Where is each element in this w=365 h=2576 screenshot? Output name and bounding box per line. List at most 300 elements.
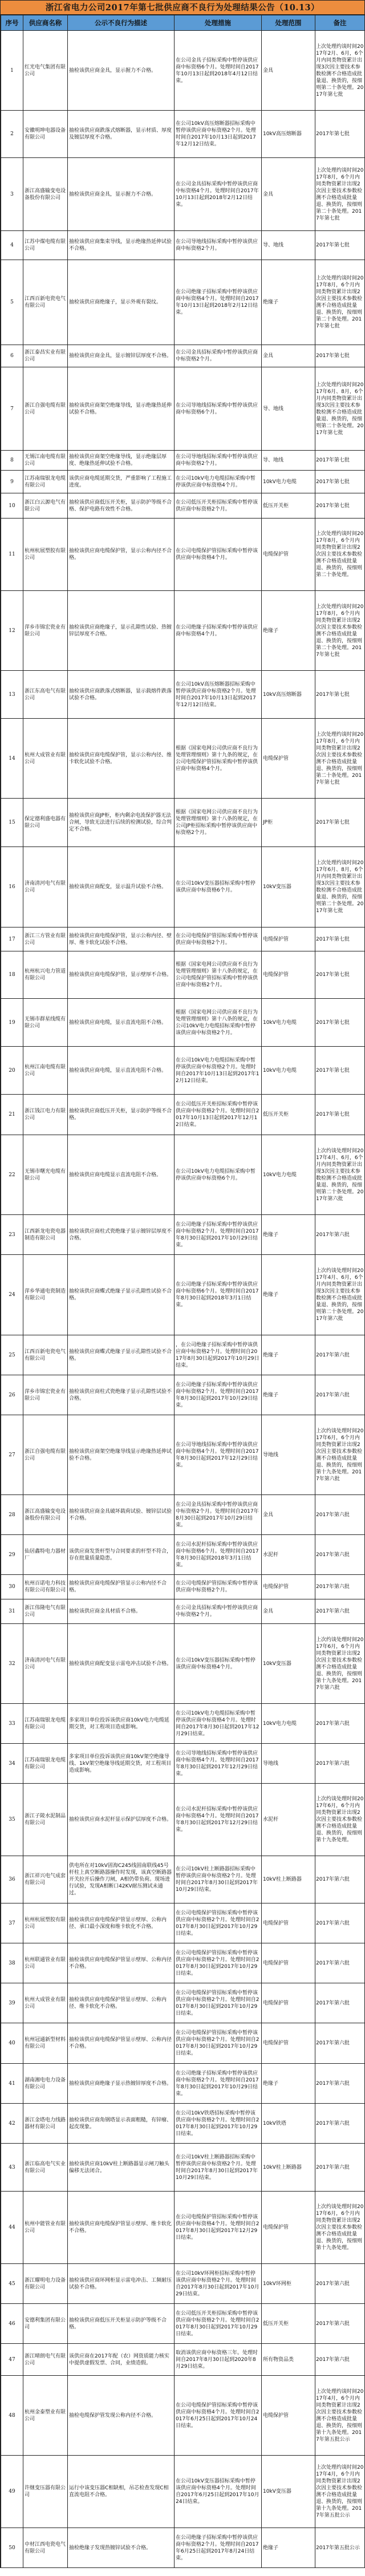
penalty-measure: 在公司金具招标采购中暂停该供应商中标资格2个月。 (175, 1599, 262, 1624)
remark: 上次处理约谈时间2017年8月，6个月内同类物资累计出现2次因主要技术参数检测不合格造成批量退、换货的，按细则第二十条处理。2017年第七批 (315, 158, 365, 231)
table-row (1, 1903, 365, 1943)
row-number: 34 (1, 1744, 23, 1784)
supplier-name: 浙江东高电气有限公司 (23, 671, 68, 719)
table-row (1, 1744, 365, 1784)
table-row (1, 2376, 365, 2456)
penalty-measure: ，在公司绝缘子招标采购中暂停该供应商中标资格2个月。处理时间自2017年8月30日起到2017年10月29日结束。 (175, 1335, 262, 1375)
table-row (1, 345, 365, 367)
column-header-no: 序号 (1, 15, 23, 31)
supplier-name: 萍乡市锦宏瓷业有限公司 (23, 1375, 68, 1415)
supplier-name: 浙江泰昌实业有限公司 (23, 345, 68, 367)
supplier-name: 萍乡华通电瓷制造有限公司 (23, 1255, 68, 1335)
violation-description: 抽检该供应商电缆显示直流电阻不合格。 (68, 1135, 175, 1215)
row-number: 6 (1, 345, 23, 367)
penalty-measure: 在公司10kV变压器招标采购中暂停该供应商中标资格4个月。 (175, 1624, 262, 1704)
table-row (1, 493, 365, 519)
penalty-measure: 在公司水泥杆招标采购中暂停该供应商中标资格4个月。处理时间自2017年8月30日起到2017年12月29日结束。 (175, 1784, 262, 1856)
penalty-scope: 电缆保护管 (262, 1983, 315, 2023)
row-number: 30 (1, 1575, 23, 1599)
remark: 2017年第六批 (315, 1375, 365, 1415)
row-number: 4 (1, 231, 23, 260)
table-row (1, 1095, 365, 1135)
penalty-measure: 在公司10kV高压熔断器招标采购中暂停该供应商中标资格2个月。处理时间自2017年10月13日起到2017年12月12日结束。 (175, 111, 262, 158)
row-number: 13 (1, 671, 23, 719)
penalty-measure: 在公司绝缘子招标采购中暂停该供应商中标资格6个月。处理时间自2017年8月30日起到2018年3月1日结束。 (175, 1255, 262, 1335)
violation-description: 抽检该供应商蝶式绝缘子显示孔隙性试验不合格。 (68, 1335, 175, 1375)
penalty-measure: 在公司电缆保护管招标采购中暂停该供应商中标资格2个月。处理时间自2017年8月30日起到2017年10月29日结束。 (175, 1983, 262, 2023)
remark: 2017年第七批 (315, 231, 365, 260)
row-number: 19 (1, 999, 23, 1047)
penalty-scope: 金具 (262, 345, 315, 367)
penalty-scope: 绝缘子 (262, 1215, 315, 1255)
penalty-scope: 电缆保护管 (262, 951, 315, 999)
penalty-scope: 10kV柱上断路器 (262, 2144, 315, 2192)
penalty-measure: 在公司水泥杆招标采购中暂停该供应商中标资格6个月。处理时间自2017年8月30日起到2018年3月1日结束。 (175, 1535, 262, 1575)
table-row (1, 927, 365, 951)
row-number: 24 (1, 1255, 23, 1335)
remark: 2017年第七批 (315, 1095, 365, 1135)
row-number: 8 (1, 451, 23, 471)
remark: 2017年第七批 (315, 799, 365, 847)
table-row (1, 2104, 365, 2144)
penalty-scope: 10kV环网柜 (262, 2264, 315, 2304)
penalty-scope: 10kV变压器 (262, 2456, 315, 2528)
supplier-name: 浙江白云源电气有限公司 (23, 493, 68, 519)
row-number: 9 (1, 471, 23, 493)
penalty-scope: 电缆保护管 (262, 927, 315, 951)
violation-description: 该供应商在2017年配（农）网资质能力核实中提供虚假发票、合同，业绩造假。 (68, 2344, 175, 2376)
penalty-scope: 低压开关柜 (262, 493, 315, 519)
column-header-scope: 处理范围 (262, 15, 315, 31)
table-row (1, 111, 365, 158)
remark: 2017年第六批 (315, 2304, 365, 2344)
remark: 2017年第六批 (315, 2344, 365, 2376)
table-row (1, 1943, 365, 1983)
penalty-scope: 电缆保护管 (262, 519, 315, 591)
violation-description: 抽检该供应商水泥杆显示保护层厚度不合格。 (68, 1784, 175, 1856)
remark: 2017年第七批 (315, 111, 365, 158)
table-row (1, 2264, 365, 2304)
table-row (1, 847, 365, 927)
remark: 2017年第六批 (315, 1335, 365, 1375)
supplier-name: 杭州大成管业有限公司 (23, 719, 68, 799)
supplier-name: 安德利集团有限公司 (23, 2304, 68, 2344)
row-number: 40 (1, 2023, 23, 2064)
violation-description: 抽检该供应商绝缘子，显示孔隙性试验、热镀锌层厚度不合格。 (68, 591, 175, 671)
penalty-scope: 10kV变压器 (262, 847, 315, 927)
violation-description: 该供应商电缆延期交货，严重影响了工程施工进度。 (68, 471, 175, 493)
supplier-name: 安徽明坤电器设备有限公司 (23, 111, 68, 158)
violation-description: 抽检该供应商柱式瓷绝缘子显示镀锌层厚度不合格。 (68, 1215, 175, 1255)
row-number: 14 (1, 719, 23, 799)
remark: 2017年第六批 (315, 1744, 365, 1784)
violation-description: 该供应商发货杆型与合同要求的杆型不符合，存在批量质量隐患。 (68, 1535, 175, 1575)
penalty-measure: 根据《国家电网公司供应商不良行为处理管理细则》第十八条的规定，在公司10kV电力电缆招标采购中暂停该供应商中标资格2个月。 (175, 999, 262, 1047)
penalty-measure: 在公司电缆保护管招标采购中暂停该供应商中标资格4个月。 (175, 519, 262, 591)
remark: 2017年第六批 (315, 2064, 365, 2104)
violation-description: 抽检该供应商配变显示雷电冲击试验不合格。 (68, 1624, 175, 1704)
row-number: 27 (1, 1415, 23, 1495)
penalty-scope: 10kV电力电缆 (262, 471, 315, 493)
remark: 上次处理约谈时间2017年2月、6月，6个月内同类物资累计出现3次因主要技术参数检测不合格造成批量退、换货的，按细则第二十条处理。2017年第七批 (315, 31, 365, 111)
penalty-scope: 10kV电力电缆 (262, 1047, 315, 1095)
penalty-scope: 电缆保护管 (262, 719, 315, 799)
remark: 2017年第六批 (315, 2144, 365, 2192)
penalty-measure: 在公司金具招标采购中暂停该供应商中标资格4个月。处理时间自2017年10月13日起到2018年2月12日结束。 (175, 158, 262, 231)
supplier-name: 杭州大成管业有限公司 (23, 1983, 68, 2023)
table-row (1, 231, 365, 260)
violation-description: 多家项目单位投诉该供应商10kV电力电缆延期交货，对工程项目造成影响。 (68, 1704, 175, 1744)
remark: 2017年第七批 (315, 999, 365, 1047)
penalty-measure: 在公司电缆保护管招标采购中暂停该供应商中标资格4个月。处理时间自2017年8月30日起到2017年12月29日结束。 (175, 2192, 262, 2264)
violation-description: 抽检该供应商电缆保护管显示壁厚、公称内径、承口最小深度和维卡软化不合格。 (68, 1903, 175, 1943)
supplier-name: 中材江西电瓷电气有限公司 (23, 2528, 68, 2568)
row-number: 21 (1, 1095, 23, 1135)
table-row (1, 1495, 365, 1535)
supplier-name: 许继变压器有限公司 (23, 2456, 68, 2528)
table-row (1, 260, 365, 345)
page-title: 浙江省电力公司2017年第七批供应商不良行为处理结果公告（10.13） (1, 0, 364, 15)
violation-description: 抽检该供应商电缆，显示直流电阻不合格。 (68, 999, 175, 1047)
supplier-name: 浙江晴朗电气有限公司 (23, 2344, 68, 2376)
remark: 2017年第六批 (315, 2023, 365, 2064)
supplier-name: 浙江子陵水泥制品有限公司 (23, 1784, 68, 1856)
supplier-name: 红光电气集团有限公司 (23, 31, 68, 111)
violation-description: 抽检该供应商电缆，显示直流电阻不合格。 (68, 1047, 175, 1095)
row-number: 23 (1, 1215, 23, 1255)
row-number: 20 (1, 1047, 23, 1095)
remark: 2017年第七批 (315, 927, 365, 951)
penalty-scope: 低压开关柜 (262, 2304, 315, 2344)
remark: 上次处理约谈时间2017年8月，6个月内同类物资累计出现2次因主要技术参数检测不合格造成批量退、换货的，按细则第二十条处理。 (315, 519, 365, 591)
penalty-scope: 10kV高压熔断器 (262, 111, 315, 158)
violation-description: 抽检该供应商电缆保护管，显示公称内径、维卡软化试验不合格。 (68, 719, 175, 799)
row-number: 47 (1, 2344, 23, 2376)
row-number: 3 (1, 158, 23, 231)
penalty-scope: 金具 (262, 158, 315, 231)
remark: 2017年第六批 (315, 1983, 365, 2023)
remark: 上次处理约谈时间2017年4月，6个月内同类物资累计出现2次因主要技术参数检测不合格造成批量退、换货的，按细则第十九条处理。2017年第五批公示 (315, 2456, 365, 2528)
penalty-scope: 水泥杆 (262, 1784, 315, 1856)
penalty-scope: 10kV电力电缆 (262, 1704, 315, 1744)
penalty-measure: 在公司电缆保护管招标采购中暂停该供应商中标资格2个月。处理时间自2017年8月30日起到2017年10月29日结束。 (175, 1943, 262, 1983)
table-row (1, 158, 365, 231)
remark: 2017年第七批 (315, 1047, 365, 1095)
penalty-measure: 在公司绝缘子招标采购中暂停该供应商中标资格2个月。处理时间自2017年8月30日起到2017年10月29日结束。 (175, 1375, 262, 1415)
table-row (1, 2456, 365, 2528)
supplier-name: 江西百新电瓷电气有限公司 (23, 260, 68, 345)
supplier-name: 浙江金塔电力线路器材有限公司 (23, 2104, 68, 2144)
supplier-name: 杭州中能管业有限公司 (23, 2192, 68, 2264)
row-number: 36 (1, 1856, 23, 1903)
supplier-name: 萍乡市锦宏瓷业有限公司 (23, 591, 68, 671)
supplier-name: 浙江高盛输变电设备股份有限公司 (23, 158, 68, 231)
violation-description: 抽检该供应商金具，显示握力不合格。 (68, 158, 175, 231)
row-number: 35 (1, 1784, 23, 1856)
violation-description: 抽检该供应商JP柜，柜内剩余电流保护器无法合闸，导致无法进行后续的检测试验，综合判定不合格。 (68, 799, 175, 847)
row-number: 28 (1, 1495, 23, 1535)
column-header-measure: 处理措施 (175, 15, 262, 31)
penalty-measure: 取消该供应商中标资格三年。处理时间自2017年8月30日起到2020年8月29日结束。 (175, 2344, 262, 2376)
penalty-measure: 在公司导地线招标采购中暂停该供应商中标资格2个月。 (175, 451, 262, 471)
remark: 上次处理约谈时间2017年8月，6个月内同类物资累计出现2次因主要技术参数检测不合格造成批量退、换货的，按细则第二十条处理。2017年第七批 (315, 719, 365, 799)
table-row (1, 1255, 365, 1335)
remark: 上次约谈处理时间2017年6月，6个月内同类物资累计出现2次因主要技术参数检测不合格造成批量退、换货的，按细则第十九条处理。 (315, 1784, 365, 1856)
supplier-name: 江西新龙电瓷电器制造有限公司 (23, 1215, 68, 1255)
table-row (1, 1215, 365, 1255)
supplier-name: 杭州金泰塑业有限公司 (23, 2376, 68, 2456)
remark: 2017年第六批 (315, 1704, 365, 1744)
remark: 上次约谈处理时间2017年4月、6月，6个月内同类物资累计出现3次因主要技术参数检测不合格造成批量退、换货的，按细则第二十条处理。2017年第六批 (315, 1135, 365, 1215)
penalty-measure: 在公司10kV电力电缆招标采购中暂停该供应商中标资格2个月。处理时间自2017年10月13日起到2017年12月12日结束。 (175, 1047, 262, 1095)
supplier-name: 江苏南瑞银龙电缆有限公司 (23, 1744, 68, 1784)
supplier-name: 杭州冠通新型材料有限公司 (23, 2023, 68, 2064)
violation-description: 抽检该供应商跌落式熔断器，显示材质、厚度及镀层厚度不合格。 (68, 111, 175, 158)
column-header-note: 备注 (315, 15, 365, 31)
row-number: 38 (1, 1943, 23, 1983)
table-row (1, 1135, 365, 1215)
supplier-name: 浙江三方管业有限公司 (23, 927, 68, 951)
violation-description: 抽检该供应商低压开关柜显示防护等级不合格。 (68, 2304, 175, 2344)
remark: 2017年第六批 (315, 1599, 365, 1624)
supplier-name: 济南清河电气有限公司 (23, 847, 68, 927)
table-row (1, 2344, 365, 2376)
remark: 2017年第五批公示 (315, 2528, 365, 2568)
supplier-name: 济南清河电气有限公司 (23, 1624, 68, 1704)
violation-description: 供电所在对10kV固海C245线固南联线45号杆柱上真空断路器操作时发现，该真空断路器开关拉开后操作刀闸，A相仍带负荷。现场进行试验，发现A相断口42KV耐压测试未通过。 (68, 1856, 175, 1903)
remark: 上次约谈处理时间2017年6月，6个月内同类物资累计出现2次因主要技术参数检测不合格造成批量退、换货的，按细则第十九条处理。 (315, 2192, 365, 2264)
penalty-scope: 绝缘子 (262, 1375, 315, 1415)
row-number: 18 (1, 951, 23, 999)
penalty-measure: 在公司10kV高压熔断器招标采购中暂停该供应商中标资格2个月。处理时间自2017年10月13日起到2017年12月12日结束。 (175, 671, 262, 719)
penalty-scope: 电缆保护管 (262, 1903, 315, 1943)
violation-description: 抽检该供应商电缆保护管显示壁厚、公称内径不合格。 (68, 2023, 175, 2064)
penalty-scope: 电缆保护管 (262, 1575, 315, 1599)
row-number: 31 (1, 1599, 23, 1624)
penalty-measure: 在公司低压开关柜招标采购中暂停该供应商中标资格2个月。 (175, 493, 262, 519)
supplier-name: 浙江祥兴电气成套有限公司 (23, 1856, 68, 1903)
penalty-measure: 在公司金具招标采购中暂停该供应商中标资格2个月。处理时间自2017年8月30日起到2017年10月29日结束。 (175, 1495, 262, 1535)
penalty-scope: 绝缘子 (262, 2064, 315, 2104)
penalty-scope: 10kV电力电缆 (262, 999, 315, 1047)
violation-description: 抽检该供应商跌落式熔断器，显示载熔件跌落试验不合格。 (68, 671, 175, 719)
table-row (1, 367, 365, 451)
violation-description: 抽检该供应商架空绝缘导线显示绝缘热延伸试验不合格。 (68, 1415, 175, 1495)
penalty-measure: 根据《国家电网公司供应商不良行为处理管理细则》第十八条的规定，在公司电缆保护管招标采购中暂停该供应商中标资格2个月。 (175, 951, 262, 999)
penalty-scope: 低压开关柜 (262, 1095, 315, 1135)
violation-description: 抽检该供应商柱式瓷绝缘子显示孔隙性试验不合格。 (68, 1375, 175, 1415)
violation-description: 抽检该供应商绝缘子，显示外观有裂纹。 (68, 260, 175, 345)
penalty-measure: 在公司电缆保护管招标采购中暂停该供应商中标资格2个月。处理时间自2017年8月30日起到2017年10月29日结束。 (175, 2023, 262, 2064)
table-row (1, 2064, 365, 2104)
supplier-name: 仙居鑫特电力器材厂 (23, 1535, 68, 1575)
supplier-name: 江苏中煤电缆有限公司 (23, 231, 68, 260)
row-number: 16 (1, 847, 23, 927)
remark: 2017年第七批 (315, 471, 365, 493)
violation-description: 多家项目单位投诉该供应商10kV架空绝缘导线、1kV架空绝缘导线延期交货，对工程项目造成影响。 (68, 1744, 175, 1784)
column-header-description: 公示不良行为描述 (68, 15, 175, 31)
row-number: 15 (1, 799, 23, 847)
penalty-measure: 在公司金具招标采购中暂停该供应商中标资格2个月。 (175, 345, 262, 367)
violation-description: 抽检该供应商角钢塔显示表面粗糙，有锌瘤、起皮现象。 (68, 2104, 175, 2144)
table-row (1, 1535, 365, 1575)
table-row (1, 719, 365, 799)
remark: 上次约谈处理时间2017年6月，6个月内同类物资累计出现2次因主要技术参数检测不合格造成批量退、换货的，按细则第十九条处理。2017年第六批 (315, 1624, 365, 1704)
penalty-scope: 10kV高压熔断器 (262, 671, 315, 719)
supplier-name: 浙江高盛输变电设备股份有限公司 (23, 1495, 68, 1535)
remark: 上次约谈处理时间2017年4月、6月，6个月内同类物资累计出现3次因主要技术参数检测不合格造成批量退、换货的，按细则第二十条处理。2017年第六批 (315, 1255, 365, 1335)
row-number: 50 (1, 2528, 23, 2568)
penalty-measure: 在公司电缆保护管招标采购中暂停该供应商中标资格2个月。处理时间自2017年8月30日起到2017年10月29日结束。 (175, 1903, 262, 1943)
penalty-measure: 在公司电缆保护管招标采购中暂停该供应商中标资格4个月。处理时间自2017年6月25日起到2017年10月24日结束。 (175, 2376, 262, 2456)
row-number: 11 (1, 519, 23, 591)
row-number: 10 (1, 493, 23, 519)
penalty-scope: 导地线 (262, 1415, 315, 1495)
penalty-scope: 导、地线 (262, 367, 315, 451)
table-row (1, 1335, 365, 1375)
penalty-scope: 电缆保护管 (262, 1943, 315, 1983)
row-number: 1 (1, 31, 23, 111)
remark: 2017年第七批 (315, 493, 365, 519)
penalty-scope: 10kV电力电缆 (262, 1135, 315, 1215)
supplier-name: 无锡市群星线缆有限公司 (23, 999, 68, 1047)
penalty-scope: 导地线 (262, 1744, 315, 1784)
row-number: 12 (1, 591, 23, 671)
penalty-measure: 在公司10kV电力电缆招标采购中暂停该供应商中标资格6个月。 (175, 1135, 262, 1215)
penalty-measure: 在公司电缆保护管招标采购中暂停该供应商中标资格2个月。 (175, 1575, 262, 1599)
supplier-name: 杭州百诺电力科技有限公司有限公司 (23, 1575, 68, 1599)
table-row (1, 1047, 365, 1095)
supplier-name: 江苏南瑞银龙电缆有限公司 (23, 1704, 68, 1744)
penalty-measure: 在公司10kV铁塔招标采购中暂停该供应商中标资格2个月。处理时间自2017年8月30日起到2017年10月29日结束。 (175, 2104, 262, 2144)
penalty-scope: 绝缘子 (262, 1335, 315, 1375)
table-body (1, 31, 365, 2568)
row-number: 48 (1, 2376, 23, 2456)
supplier-name: 杭州杭展塑胶有限公司 (23, 519, 68, 591)
remark: 上次处理约谈时间2017年6月、8月，6个月内同类物资累计出现3次因主要技术参数检测不合格造成批量退、换货的，按细则第二十条处理。2017年第七批 (315, 367, 365, 451)
row-number: 29 (1, 1535, 23, 1575)
penalty-measure: 在公司10kV电力电缆招标采购中暂停该供应商中标资格4个月。 (175, 471, 262, 493)
remark: 2017年第六批 (315, 2104, 365, 2144)
violation-description: 抽检该供应商电缆保护管显示壁厚、公称内径不合格。 (68, 1943, 175, 1983)
penalty-scope: JP柜 (262, 799, 315, 847)
remark: 2017年第七批 (315, 671, 365, 719)
penalty-scope: 绝缘子 (262, 1255, 315, 1335)
remark: 2017年第六批 (315, 1856, 365, 1903)
supplier-name: 浙江耀明电力设备有限公司 (23, 2264, 68, 2304)
remark: 2017年第七批 (315, 345, 365, 367)
remark: 2017年第六批 (315, 2264, 365, 2304)
row-number: 39 (1, 1983, 23, 2023)
penalty-measure: 在公司绝缘子招标采购中暂停该供应商中标资格4个月。 (175, 591, 262, 671)
remark: 2017年第六批 (315, 1215, 365, 1255)
row-number: 17 (1, 927, 23, 951)
penalty-scope: 金具 (262, 1495, 315, 1535)
violation-description: 抽检该供应商低压开关柜，显示防护等级不合格。 (68, 1095, 175, 1135)
penalty-measure: 在公司低压开关柜招标采购中暂停该供应商中标资格2个月。处理时间自2017年10月13日起到2017年12月12日结束。 (175, 1095, 262, 1135)
penalty-measure: 在公司10kV变压器招标采购中暂停该供应商中标资格6个月。 (175, 847, 262, 927)
remark: 2017年第六批 (315, 1495, 365, 1535)
row-number: 32 (1, 1624, 23, 1704)
penalty-measure: 在公司绝缘子招标采购中暂停该供应商中标资格2个月。处理时间自2017年8月30日起到2017年10月29日结束。 (175, 1215, 262, 1255)
table-row (1, 2023, 365, 2064)
violation-description: 抽检该供应商环网柜显示雷电冲击、工频耐压试验不合格。 (68, 2264, 175, 2304)
table-row (1, 1415, 365, 1495)
table-row (1, 519, 365, 591)
penalty-measure: 在公司低压开关柜招标采购中暂停该供应商中标资格2个月。处理时间自2017年8月30日起到2017年10月29日结束。 (175, 2304, 262, 2344)
penalty-scope: 10kV柱上断路器 (262, 1856, 315, 1903)
row-number: 33 (1, 1704, 23, 1744)
penalty-scope: 10kV变压器 (262, 1624, 315, 1704)
remark: 2017年第六批 (315, 1535, 365, 1575)
penalty-measure: 根据《国家电网公司供应商不良行为处理管理细则》第十八条的规定，在公司JP柜招标采购中暂停该供应商中标资格2个月。 (175, 799, 262, 847)
violation-description: 抽检该供应商10kV柱上断路器显示闸刀触头偏移无法闭合。 (68, 2144, 175, 2192)
table-row (1, 2304, 365, 2344)
penalty-scope: 导、地线 (262, 231, 315, 260)
penalty-scope: 电缆保护管 (262, 2192, 315, 2264)
table-row (1, 671, 365, 719)
supplier-name: 无锡江南电缆有限公司 (23, 451, 68, 471)
penalty-measure: 在公司10kV柱上断路器招标采购中暂停该供应商中标资格2个月。处理时间自2017年8月30日起到2017年10月29日结束。 (175, 1856, 262, 1903)
remark: 上次处理约谈时间2017年4月，6个月内同类物资累计出现2次因主要技术参数检测不合格造成批量退、换货的，按细则第十九条处理。2017年第五批公示 (315, 2376, 365, 2456)
penalty-measure: 在公司10kV电力电缆招标采购中暂停该供应商中标资格4个月。处理时间自2017年8月30日起到2017年12月29日结束。 (175, 1704, 262, 1744)
table-row (1, 799, 365, 847)
violation-description: 抽检该供应商电缆保护管，显示公称内径不合格。 (68, 519, 175, 591)
row-number: 37 (1, 1903, 23, 1943)
column-header-supplier: 供应商名称 (23, 15, 68, 31)
remark: 上次处理约谈时间2017年8月，6个月内同类物资累计出现2次因主要技术参数检测不合格造成批量退、换货的，按细则第二十条处理。2017年第七批 (315, 591, 365, 671)
supplier-name: 湖南湘电电力设备有限公司 (23, 2064, 68, 2104)
supplier-name: 无锡市曙光电缆有限公司 (23, 1135, 68, 1215)
penalty-measure: 在公司绝缘子招标采购中暂停该供应商中标资格4个月。处理时间自2017年10月13日起到2018年2月12日结束。 (175, 260, 262, 345)
table-row (1, 2144, 365, 2192)
violation-description: 抽检该供应商电缆保护管显示壁厚、公称内径、维卡软化不合格。 (68, 1983, 175, 2023)
table-row (1, 1784, 365, 1856)
penalty-measure: 在公司10kV变压器招标采购中暂停该供应商中标资格4个月。处理时间自2017年6月25日起到2017年10月24日结束。 (175, 2456, 262, 2528)
violation-description: 抽检该供应商架空绝缘导线，显示绝缘热延伸试验不合格。 (68, 367, 175, 451)
supplier-name: 杭州联通管业有限公司 (23, 1943, 68, 1983)
penalty-scope: 绝缘子 (262, 591, 315, 671)
remark: 2017年第七批 (315, 951, 365, 999)
table-row (1, 591, 365, 671)
violation-description: 抽检该供应商电缆保护管，显示公称内径、壁厚、维卡软化试验不合格。 (68, 927, 175, 951)
table-row (1, 1983, 365, 2023)
penalty-scope: 绝缘子 (262, 260, 315, 345)
remark: 2017年第七批 (315, 451, 365, 471)
remark: 上次约谈处理时间2017年6月，6个月内同类物资累计出现2次因主要技术参数检测不合格造成批量退、换货的，按细则第十九条处理。2017年第六批 (315, 1415, 365, 1495)
violation-description: 抽检该供应商金具，显示握力不合格。 (68, 31, 175, 111)
penalty-measure: 在公司10kV环网柜招标采购中暂停该供应商中标资格2个月。处理时间自2017年8月30日起到2017年10月29日结束。 (175, 2264, 262, 2304)
table-row (1, 1575, 365, 1599)
table-row (1, 1856, 365, 1903)
table-row (1, 1375, 365, 1415)
table-row (1, 1599, 365, 1624)
supplier-name: 浙江伟隆电气有限公司 (23, 1599, 68, 1624)
row-number: 49 (1, 2456, 23, 2528)
penalty-scope: 金具 (262, 1599, 315, 1624)
row-number: 44 (1, 2192, 23, 2264)
row-number: 42 (1, 2104, 23, 2144)
penalty-scope: 导、地线 (262, 451, 315, 471)
table-row (1, 1704, 365, 1744)
row-number: 7 (1, 367, 23, 451)
penalty-measure: 在公司绝缘子招标采购中暂停该供应商中标资格2个月。处理时间自2017年8月30日起到2017年10月29日结束。 (175, 2064, 262, 2104)
table-row (1, 2528, 365, 2568)
violation-description: 抽检该供应商电缆保护管显示壁厚、维卡软化不合格。 (68, 2192, 175, 2264)
supplier-name: 杭州江南电缆有限公司 (23, 1047, 68, 1095)
row-number: 41 (1, 2064, 23, 2104)
row-number: 22 (1, 1135, 23, 1215)
